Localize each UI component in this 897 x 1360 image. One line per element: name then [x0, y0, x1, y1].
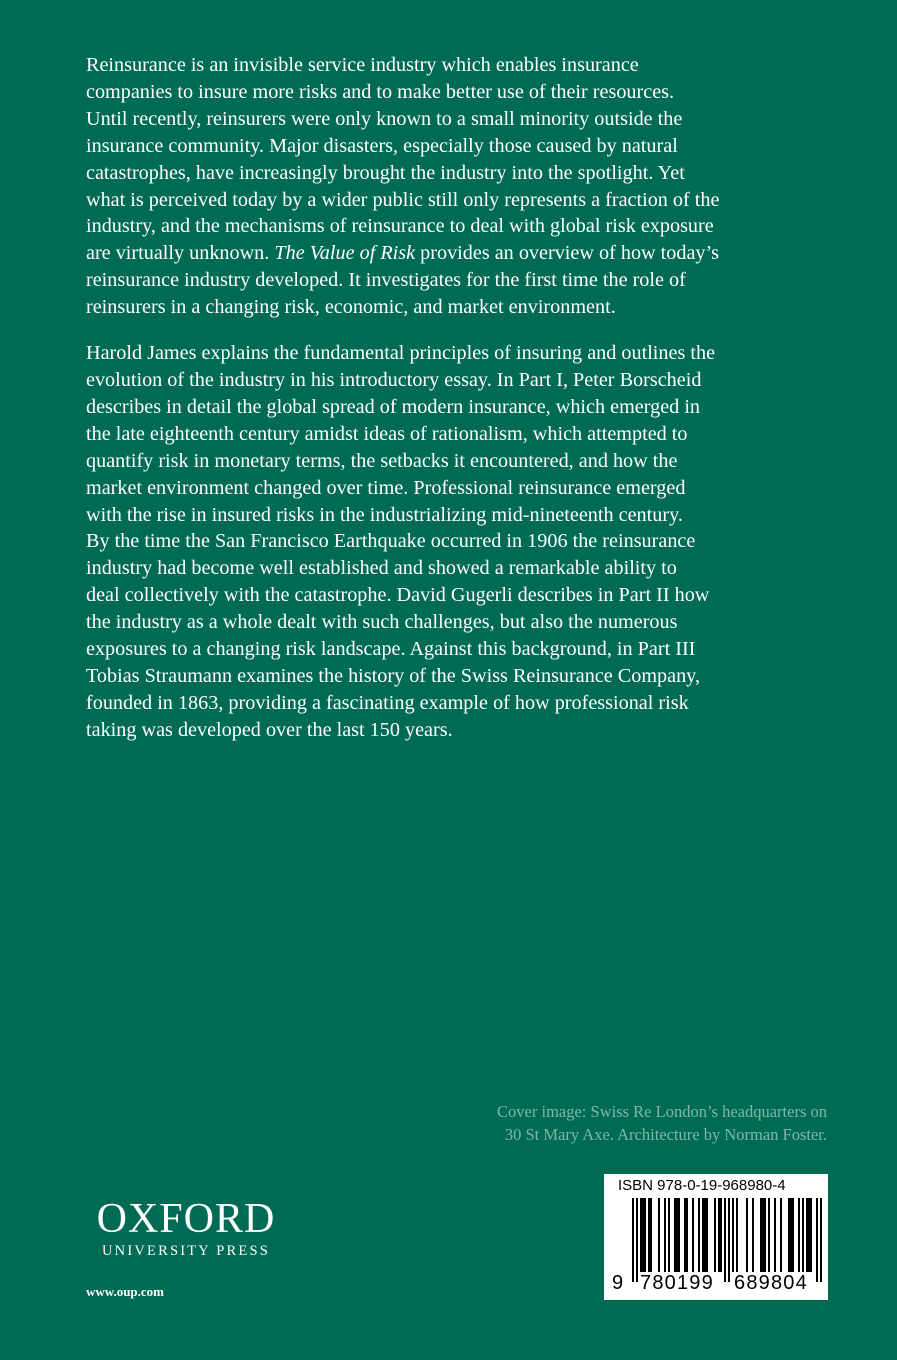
text-line: Tobias Straumann examines the history of the Swiss Reinsurance Company, — [86, 664, 701, 687]
text-line: describes in detail the global spread of modern insurance, which emerged in — [86, 395, 701, 418]
barcode-bar — [684, 1198, 686, 1272]
text-line: reinsurers in a changing risk, economic, and market environment. — [86, 296, 616, 319]
isbn-label: ISBN 978-0-19-968980-4 — [618, 1177, 786, 1194]
barcode-bar — [816, 1198, 818, 1282]
text-line: the industry as a whole dealt with such challenges, but also the numerous — [86, 611, 678, 634]
text-line: By the time the San Francisco Earthquake occurred in 1906 the reinsurance — [86, 530, 696, 553]
text-line: industry, and the mechanisms of reinsurance to deal with global risk exposure — [86, 215, 714, 238]
barcode-bar — [664, 1198, 666, 1272]
book-title: The Value of Risk — [274, 242, 416, 265]
barcode-bar — [762, 1198, 764, 1272]
barcode-digits-right: 689804 — [734, 1272, 808, 1294]
text-line: Until recently, reinsurers were only known to a small minority outside the — [86, 107, 683, 130]
cover-image-caption — [497, 1100, 827, 1146]
barcode-bar — [780, 1198, 782, 1272]
text-line: exposures to a changing risk landscape. Against this background, in Part III — [86, 638, 696, 661]
barcode-bar — [686, 1198, 688, 1272]
barcode-bar — [720, 1198, 722, 1272]
text-line: the late eighteenth century amidst ideas of rationalism, which attempted to — [86, 422, 688, 445]
text-line: founded in 1863, providing a fascinating example of how professional risk — [86, 691, 689, 714]
isbn-barcode — [604, 1174, 828, 1300]
oxford-logo — [86, 1196, 286, 1260]
text-segment: provides an overview of how today’s — [415, 242, 719, 265]
paragraph-1 — [86, 52, 826, 321]
barcode-bar — [774, 1198, 776, 1272]
barcode-bar — [724, 1198, 726, 1282]
barcode-bar — [644, 1198, 646, 1272]
barcode-bar — [658, 1198, 660, 1272]
barcode-digit-first: 9 — [612, 1272, 624, 1294]
barcode-bar — [760, 1198, 762, 1272]
barcode-bar — [792, 1198, 794, 1272]
text-line: catastrophes, have increasingly brought the industry into the spotlight. Yet — [86, 161, 685, 184]
barcode-bar — [678, 1198, 680, 1272]
text-line: with the rise in insured risks in the industrializing mid-nineteenth century. — [86, 503, 683, 526]
text-line: quantify risk in monetary terms, the setbacks it encountered, and how the — [86, 449, 678, 472]
barcode-bar — [640, 1198, 642, 1272]
caption-line: 30 St Mary Axe. Architecture by Norman Foster. — [504, 1125, 827, 1144]
barcode-bar — [728, 1198, 730, 1282]
barcode-bar — [704, 1198, 706, 1272]
caption-line: Cover image: Swiss Re London’s headquarters on — [497, 1102, 827, 1121]
text-line: industry had become well established and showed a remarkable ability to — [86, 557, 677, 580]
text-line: deal collectively with the catastrophe. David Gugerli describes in Part II how — [86, 584, 710, 607]
barcode-bar — [820, 1198, 822, 1282]
barcode-bar — [788, 1198, 790, 1272]
barcode-bar — [736, 1198, 738, 1272]
barcode-bar — [808, 1198, 810, 1272]
publisher-url: www.oup.com — [86, 1284, 165, 1299]
barcode-bar — [714, 1198, 716, 1272]
publisher-subtitle: UNIVERSITY PRESS — [101, 1243, 270, 1259]
barcode-bar — [768, 1198, 770, 1272]
barcode-bar — [810, 1198, 812, 1272]
barcode-bar — [636, 1198, 638, 1282]
barcode-bar — [668, 1198, 670, 1272]
barcode-bar — [692, 1198, 694, 1272]
barcode-bar — [806, 1198, 808, 1272]
barcode-bar — [706, 1198, 708, 1272]
text-line: Reinsurance is an invisible service industry which enables insurance — [86, 54, 639, 76]
text-line: taking was developed over the last 150 years. — [86, 718, 453, 741]
barcode-bar — [718, 1198, 720, 1272]
barcode-bar — [674, 1198, 676, 1272]
barcode-bar — [648, 1198, 650, 1272]
text-line: companies to insure more risks and to make better use of their resources. — [86, 80, 675, 103]
barcode-bar — [650, 1198, 652, 1272]
back-cover-blurb — [86, 52, 826, 744]
text-line: what is perceived today by a wider public still only represents a fraction of the — [86, 188, 720, 211]
barcode-bar — [790, 1198, 792, 1272]
barcode-bar — [798, 1198, 800, 1272]
barcode-bar — [802, 1198, 804, 1272]
text-line — [86, 240, 826, 267]
barcode-digits-left: 780199 — [640, 1272, 714, 1294]
barcode-bar — [732, 1198, 734, 1272]
text-segment: are virtually unknown. — [86, 242, 275, 265]
text-line: reinsurance industry developed. It investigates for the first time the role of — [86, 269, 686, 292]
paragraph-2 — [86, 340, 826, 744]
barcode-bar — [746, 1198, 748, 1272]
barcode-bar — [764, 1198, 766, 1272]
text-line: insurance community. Major disasters, especially those caused by natural — [86, 134, 678, 157]
barcode-bar — [698, 1198, 700, 1272]
barcode-bar — [676, 1198, 678, 1272]
barcode-bar — [702, 1198, 704, 1272]
publisher-name: OXFORD — [96, 1196, 276, 1242]
text-line: market environment changed over time. Professional reinsurance emerged — [86, 476, 686, 499]
barcode-bar — [642, 1198, 644, 1272]
barcode-bar — [752, 1198, 754, 1272]
text-line: evolution of the industry in his introductory essay. In Part I, Peter Borscheid — [86, 368, 702, 391]
text-line: Harold James explains the fundamental principles of insuring and outlines the — [86, 342, 716, 365]
barcode-bar — [632, 1198, 634, 1282]
